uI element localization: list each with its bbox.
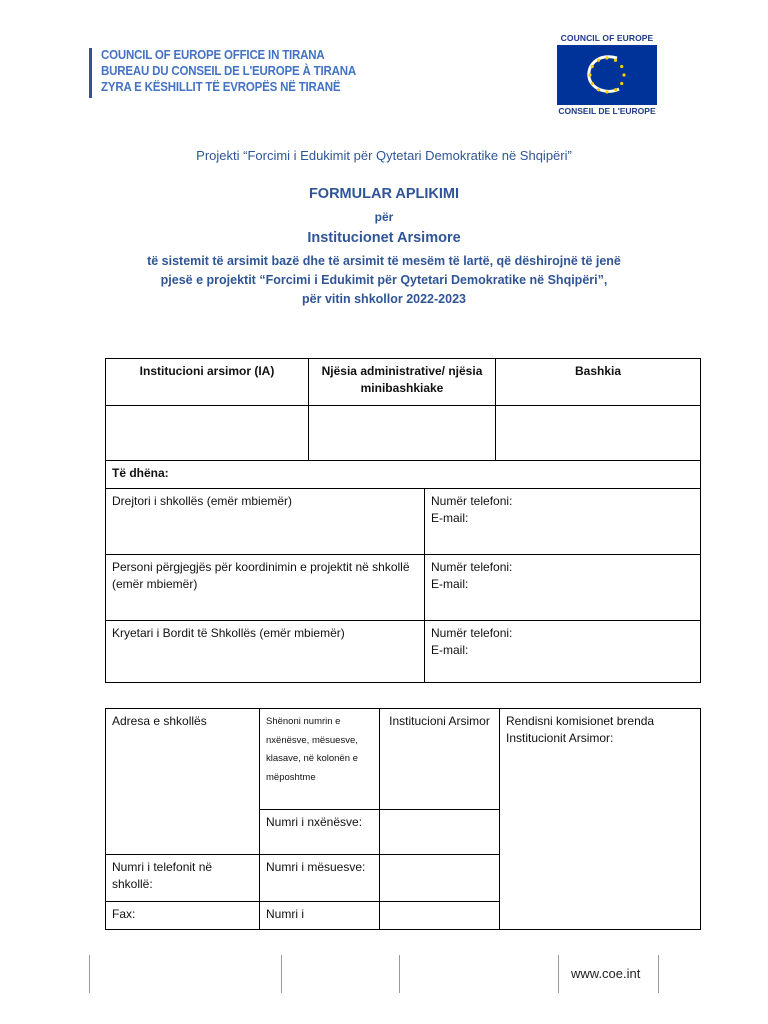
form-subtitle-line-1: të sistemit të arsimit bazë dhe të arsimit të mesëm të lartë, që dëshirojnë të jenë xyxy=(147,254,621,268)
number-of-input[interactable] xyxy=(379,901,500,930)
number-of-label: Numri i xyxy=(259,901,380,930)
header-accent-bar xyxy=(89,48,92,98)
director-name-cell[interactable]: Drejtori i shkollës (emër mbiemër) xyxy=(105,488,425,555)
footer-divider xyxy=(558,955,559,993)
star-icon xyxy=(588,73,591,76)
director-contact-cell[interactable] xyxy=(424,488,701,555)
star-icon xyxy=(597,59,600,62)
star-icon xyxy=(605,90,608,93)
phone-label: Numër telefoni: xyxy=(431,560,513,574)
star-icon xyxy=(591,82,594,85)
star-icon xyxy=(620,65,623,68)
email-label: E-mail: xyxy=(431,511,469,525)
footer-divider xyxy=(399,955,400,993)
form-subtitle xyxy=(0,252,768,309)
teachers-count-label: Numri i mësuesve: xyxy=(259,854,380,902)
email-label: E-mail: xyxy=(431,643,469,657)
phone-label: Numër telefoni: xyxy=(431,494,513,508)
students-count-input[interactable] xyxy=(379,809,500,855)
star-icon xyxy=(614,59,617,62)
header-admin-unit: Njësia administrative/ njësia minibashkiake xyxy=(308,358,496,406)
project-line: Projekti “Forcimi i Edukimit për Qytetari Demokratike në Shqipëri” xyxy=(196,148,572,163)
coordinator-name-cell[interactable]: Personi përgjegjës për koordinimin e projektit në shkollë (emër mbiemër) xyxy=(105,554,425,621)
institution-column-header: Institucioni Arsimor xyxy=(379,708,500,810)
school-phone-cell[interactable]: Numri i telefonit në shkollë: xyxy=(105,854,260,902)
star-icon xyxy=(622,73,625,76)
instruction-cell: Shënoni numrin e nxënësve, mësuesve, klasave, në kolonën e mëposhtme xyxy=(259,708,380,810)
commissions-cell[interactable]: Rendisni komisionet brenda Institucionit Arsimor: xyxy=(499,708,701,930)
footer-divider xyxy=(89,955,90,993)
coordinator-contact-cell[interactable] xyxy=(424,554,701,621)
council-of-europe-logo xyxy=(557,45,657,105)
star-icon xyxy=(597,88,600,91)
form-title-target: Institucionet Arsimore xyxy=(307,230,461,246)
institution-input-cell[interactable] xyxy=(105,405,309,461)
form-subtitle-line-2: pjesë e projektit “Forcimi i Edukimit për Qytetari Demokratike në Shqipëri”, xyxy=(160,273,608,287)
footer-divider xyxy=(281,955,282,993)
teachers-count-input[interactable] xyxy=(379,854,500,902)
footer-divider xyxy=(658,955,659,993)
municipality-input-cell[interactable] xyxy=(495,405,701,461)
logo-emblem-icon xyxy=(557,45,657,105)
star-icon xyxy=(614,88,617,91)
star-icon xyxy=(591,65,594,68)
admin-unit-input-cell[interactable] xyxy=(308,405,496,461)
logo-caption-bottom: CONSEIL DE L'EUROPE xyxy=(558,106,656,116)
board-chair-contact-cell[interactable] xyxy=(424,620,701,683)
address-cell[interactable]: Adresa e shkollës xyxy=(105,708,260,855)
star-icon xyxy=(620,82,623,85)
form-subtitle-line-3: për vitin shkollor 2022-2023 xyxy=(302,292,466,306)
office-name-en: COUNCIL OF EUROPE OFFICE IN TIRANA xyxy=(101,48,325,62)
star-icon xyxy=(605,56,608,59)
section-data-heading: Të dhëna: xyxy=(105,460,701,489)
board-chair-name-cell[interactable]: Kryetari i Bordit të Shkollës (emër mbiemër) xyxy=(105,620,425,683)
office-name-block xyxy=(101,47,356,95)
logo-caption-top: COUNCIL OF EUROPE xyxy=(560,33,654,43)
header-municipality: Bashkia xyxy=(495,358,701,406)
email-label: E-mail: xyxy=(431,577,469,591)
office-name-sq: ZYRA E KËSHILLIT TË EVROPËS NË TIRANË xyxy=(101,80,341,94)
phone-label: Numër telefoni: xyxy=(431,626,513,640)
fax-cell[interactable]: Fax: xyxy=(105,901,260,930)
students-count-label: Numri i nxënësve: xyxy=(259,809,380,855)
form-title-for: për xyxy=(374,210,394,224)
form-title: FORMULAR APLIKIMI xyxy=(308,186,460,202)
header-institution: Institucioni arsimor (IA) xyxy=(105,358,309,406)
website-link[interactable]: www.coe.int xyxy=(571,966,641,981)
office-name-fr: BUREAU DU CONSEIL DE L'EUROPE À TIRANA xyxy=(101,64,356,78)
